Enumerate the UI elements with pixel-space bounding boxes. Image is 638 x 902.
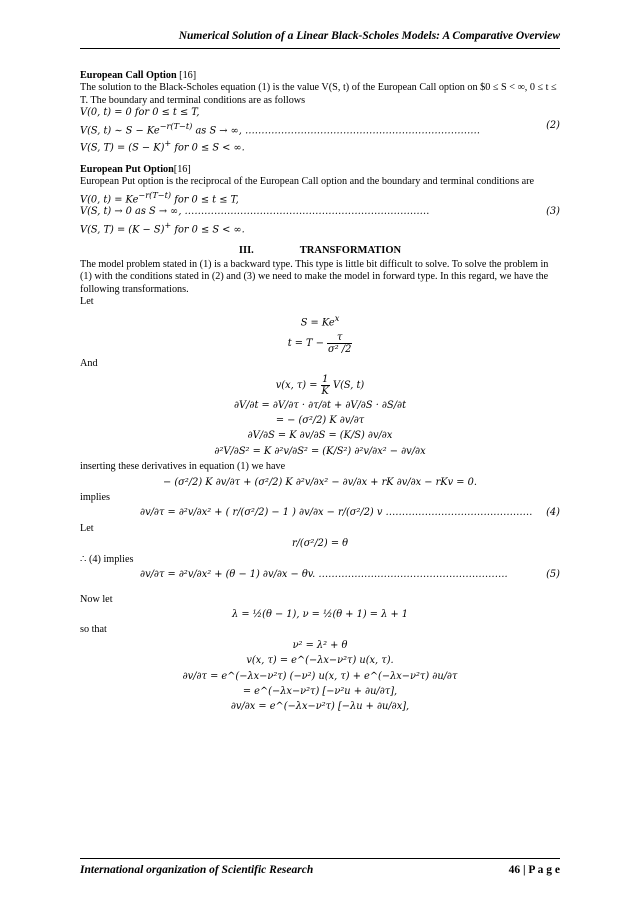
equation-theta: r/(σ²/2) = θ <box>291 538 349 550</box>
equation-v: v(x, τ) = $\frac{1}{K}$ V(S, t) <box>275 373 365 397</box>
derivative-dv-ds: ∂V/∂S = K ∂v/∂S = (K/S) ∂v/∂x <box>247 430 393 442</box>
equation-dv-dx: ∂v/∂x = e^(−λx−ν²τ) [−λu + ∂u/∂x], <box>230 701 410 713</box>
put-condition-2: V(S, t) → 0 as S → ∞, ………………………………………………………………… (3) <box>80 206 560 218</box>
call-heading: European Call Option [16] <box>80 70 197 81</box>
derivative-d2v-ds2: ∂²V/∂S² = K ∂²v/∂S² = (K/S²) ∂²v/∂x² − ∂v/∂x <box>214 445 426 457</box>
equation-5: ∂v/∂τ = ∂²v/∂x² + (θ − 1) ∂v/∂x − θv. …………………………………………………. (5) <box>140 569 560 581</box>
equation-number-2: (2) <box>546 119 560 131</box>
equation-v-substitution: v(x, τ) = e^(−λx−ν²τ) u(x, τ). <box>246 655 394 667</box>
equation-dv-dtau-simplified: = e^(−λx−ν²τ) [−ν²u + ∂u/∂τ], <box>242 685 398 697</box>
section-heading: III. TRANSFORMATION <box>238 244 402 256</box>
call-condition-2: V(S, t) ∼ $S - Ke^{-r(T-t)}$ as S → ∞, ……………………………………………………………… (2) <box>80 119 560 136</box>
put-heading: European Put Option[16] <box>80 163 191 175</box>
put-condition-3: V(S, T) = (K − S)+ for 0 ≤ S < ∞. <box>80 219 245 236</box>
page-body <box>80 70 560 717</box>
equation-number-3: (3) <box>546 206 560 218</box>
call-condition-3: V(S, T) = (S − K)+ for 0 ≤ S < ∞. <box>80 138 245 154</box>
equation-dv-dtau: ∂v/∂τ = e^(−λx−ν²τ) (−ν²) u(x, τ) + e^(−λx−ν²τ) ∂u/∂τ <box>182 670 458 682</box>
let-label-2: Let <box>80 522 94 534</box>
put-paragraph: European Put option is the reciprocal of the European Call option and the boundary and terminal conditions are <box>80 176 535 188</box>
implies-label: implies <box>80 492 110 504</box>
equation-number-5: (5) <box>546 569 560 581</box>
equation-t: t = T − $\frac{\tau}{\text{σ² /2}}$ <box>287 332 352 356</box>
derivative-dv-dt: ∂V/∂t = ∂V/∂τ · ∂τ/∂t + ∂V/∂S · ∂S/∂t <box>233 399 407 411</box>
header-rule <box>80 48 560 49</box>
equation-nu-squared: ν² = λ² + θ <box>292 639 348 651</box>
inserting-text: inserting these derivatives in equation (1) we have <box>80 461 286 473</box>
so-that-label: so that <box>80 624 107 636</box>
fraction-one-over-k: $\frac{1}{K}$ <box>321 373 329 397</box>
call-condition-1: V(0, t) = 0 for 0 ≤ t ≤ T, <box>80 107 200 119</box>
equation-4: ∂v/∂τ = ∂²v/∂x² + ( r/(σ²/2) − 1 ) ∂v/∂x − r/(σ²/2) v ……………………………………… (4) <box>140 507 560 519</box>
equation-inserted: − (σ²/2) K ∂v/∂τ + (σ²/2) K ∂²v/∂x² − ∂v/∂x + rK ∂v/∂x − rKv = 0. <box>163 476 477 488</box>
therefore-label: ∴ (4) implies <box>80 553 134 565</box>
put-condition-1: V(0, $t) = Ke^{-r(T-t)}$ for 0 ≤ t ≤ T, <box>80 189 239 206</box>
fraction-tau-over-sigma: $\frac{\tau}{\text{σ² /2}}$ <box>328 332 352 356</box>
and-label: And <box>80 358 98 370</box>
footer-page-number: 46 | P a g e <box>508 864 560 876</box>
footer-journal: International organization of Scientific Research <box>80 864 314 876</box>
call-paragraph: The solution to the Black-Scholes equation (1) is the value V(S, t) of the European Call option on $0 ≤ S < ∞, 0 ≤ t ≤ T. The boundary and terminal conditions are as follows <box>80 82 557 106</box>
now-let-label: Now let <box>80 593 113 605</box>
equation-lambda: λ = ½(θ − 1), ν = ½(θ + 1) = λ + 1 <box>232 608 408 620</box>
equation-s: $S = Ke^x$ <box>300 312 340 328</box>
running-header: Numerical Solution of a Linear Black-Scholes Models: A Comparative Overview <box>178 30 560 42</box>
footer-rule <box>80 858 560 859</box>
derivative-dv-dt-result: = − (σ²/2) K ∂v/∂τ <box>275 415 365 427</box>
equation-number-4: (4) <box>546 507 560 519</box>
let-label-1: Let <box>80 296 94 308</box>
transform-paragraph: The model problem stated in (1) is a backward type. This type is little bit difficult to solve. To solve the problem in (1) with the conditions stated in (2) and (3) we need to make the model in forward type. In this regard, we have the following transformations. <box>80 258 549 295</box>
